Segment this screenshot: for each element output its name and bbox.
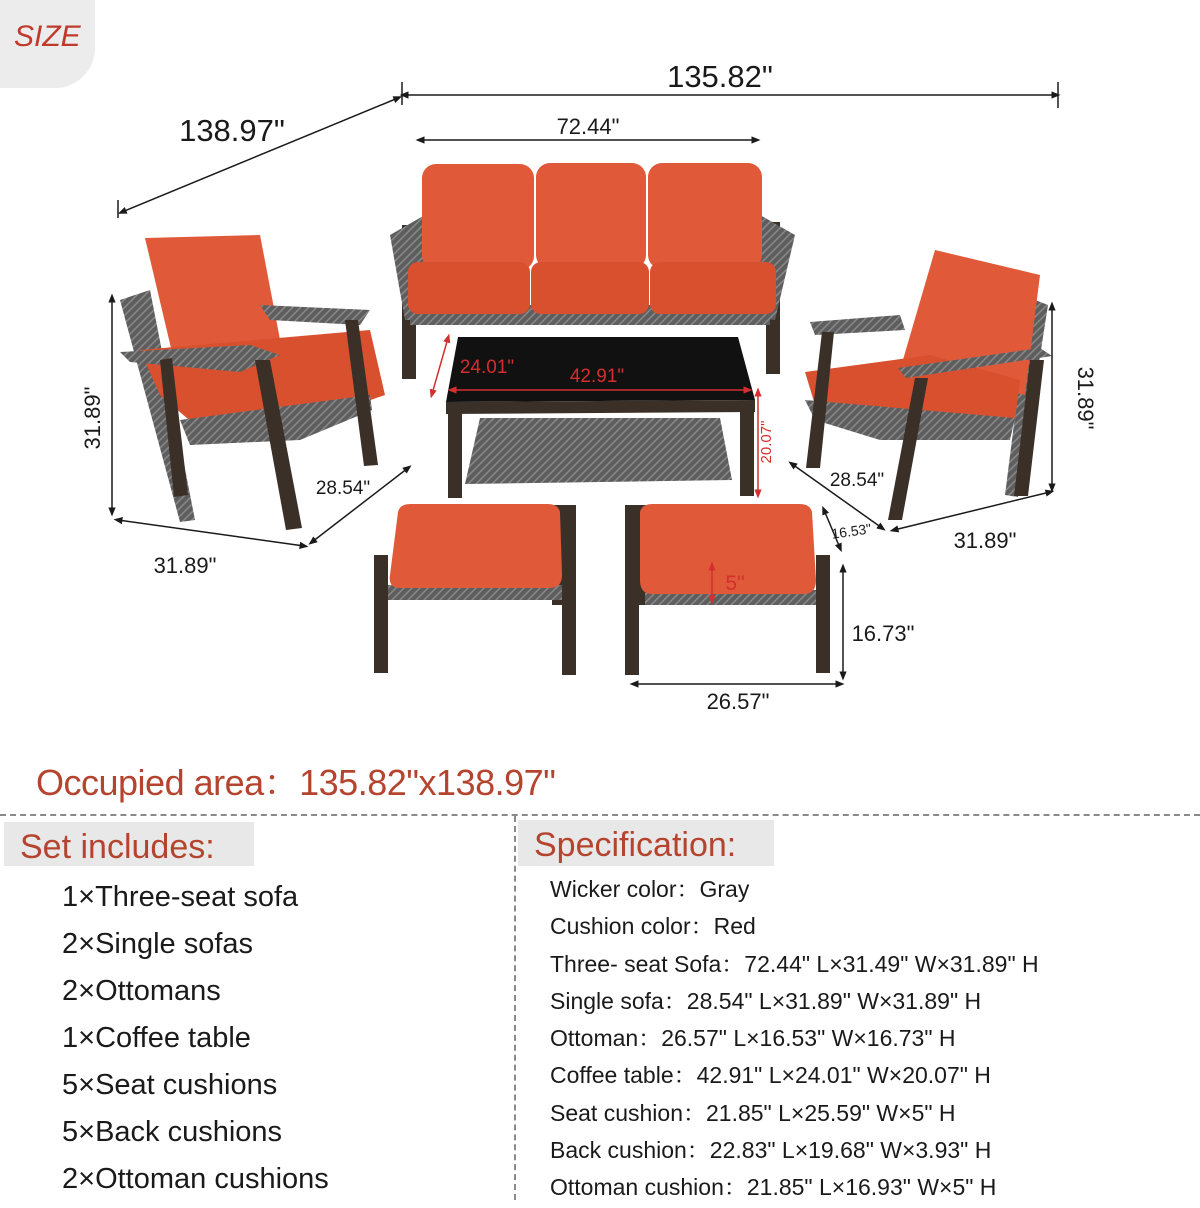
right-chair-width-label: 31.89"	[953, 528, 1017, 553]
ottoman-height-label: 16.73"	[851, 621, 915, 646]
specification-title: Specification:	[518, 820, 774, 866]
list-item: 5×Back cushions	[62, 1116, 283, 1148]
list-item: Ottoman cushion：21.85" L×16.93" W×5" H	[550, 1174, 997, 1201]
left-ottoman-illustration	[374, 504, 576, 675]
right-chair-depth-label: 28.54"	[829, 470, 885, 491]
list-item: Seat cushion：21.85" L×25.59" W×5" H	[550, 1099, 956, 1126]
set-includes-title: Set includes:	[4, 822, 254, 866]
list-item: 1×Coffee table	[62, 1022, 251, 1054]
list-item: Ottoman：26.57" L×16.53" W×16.73" H	[550, 1025, 956, 1052]
left-chair-width-label: 31.89"	[153, 553, 217, 578]
three-seat-width-dimension	[420, 114, 756, 140]
size-label: SIZE	[14, 20, 81, 53]
coffee-table-depth-label: 24.01"	[459, 357, 515, 378]
cushion-thickness-label: 5"	[725, 572, 745, 595]
coffee-table-width-label: 42.91"	[569, 366, 625, 387]
list-item: Wicker color：Gray	[550, 876, 750, 902]
list-item: 5×Seat cushions	[62, 1069, 278, 1101]
list-item: Single sofa：28.54" L×31.89" W×31.89" H	[550, 987, 982, 1014]
occupied-area: Occupied area：135.82"x138.97"	[36, 762, 556, 803]
total-depth-label: 138.97"	[179, 113, 285, 148]
list-item: 2×Single sofas	[62, 928, 254, 960]
list-item: 2×Ottoman cushions	[62, 1163, 329, 1195]
specification-list	[550, 872, 1039, 1208]
coffee-table-height-label: 20.07"	[758, 420, 775, 464]
total-width-dimension	[402, 59, 1058, 108]
list-item: Coffee table：42.91" L×24.01" W×20.07" H	[550, 1062, 991, 1089]
three-seat-width-label: 72.44"	[556, 114, 620, 139]
vertical-divider	[514, 816, 516, 1200]
list-item: Three- seat Sofa：72.44" L×31.49" W×31.89" H	[550, 950, 1039, 977]
ottoman-depth-label: 16.53"	[830, 520, 873, 542]
list-item: Cushion color：Red	[550, 913, 756, 940]
list-item: 2×Ottomans	[62, 975, 221, 1007]
total-width-label: 135.82"	[667, 59, 773, 94]
total-depth-dimension	[118, 98, 398, 218]
ottoman-width-label: 26.57"	[706, 689, 770, 714]
set-includes-list	[62, 876, 329, 1205]
right-chair-height-label: 31.89"	[1073, 366, 1098, 430]
left-chair-height-label: 31.89"	[80, 386, 105, 450]
left-chair-depth-label: 28.54"	[315, 478, 371, 499]
horizontal-divider	[0, 814, 1200, 816]
list-item: 1×Three-seat sofa	[62, 881, 299, 913]
list-item: Back cushion：22.83" L×19.68" W×3.93" H	[550, 1137, 992, 1164]
